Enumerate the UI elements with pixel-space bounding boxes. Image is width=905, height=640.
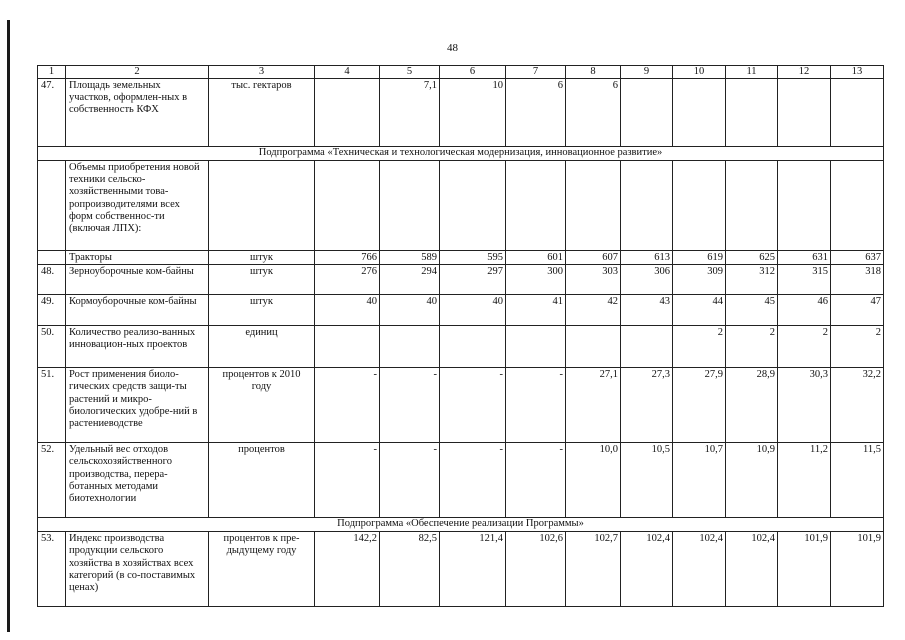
empty-cell bbox=[566, 161, 621, 251]
unit-cell: штук bbox=[209, 265, 315, 295]
value-cell: 11,2 bbox=[778, 443, 831, 518]
table-row bbox=[38, 443, 884, 518]
table-row bbox=[38, 161, 884, 251]
column-header-3: 3 bbox=[209, 66, 315, 79]
value-cell: 300 bbox=[506, 265, 566, 295]
value-cell: - bbox=[506, 368, 566, 443]
value-cell bbox=[831, 79, 884, 147]
column-header-6: 6 bbox=[440, 66, 506, 79]
value-cell: 607 bbox=[566, 251, 621, 265]
value-cell: 6 bbox=[506, 79, 566, 147]
indicator-name: Зерноуборочные ком-байны bbox=[66, 265, 209, 295]
table-row bbox=[38, 265, 884, 295]
row-number: 49. bbox=[38, 295, 66, 326]
subprogram-title: Подпрограмма «Техническая и технологическая модернизация, инновационное развитие» bbox=[38, 147, 884, 161]
value-cell: - bbox=[506, 443, 566, 518]
value-cell: - bbox=[440, 368, 506, 443]
value-cell: 10,5 bbox=[621, 443, 673, 518]
value-cell: - bbox=[440, 443, 506, 518]
value-cell: 10,9 bbox=[726, 443, 778, 518]
indicator-name: Удельный вес отходов сельскохозяйственного производства, перера-ботанных методами биотехнологии bbox=[66, 443, 209, 518]
value-cell: - bbox=[315, 368, 380, 443]
empty-cell bbox=[726, 161, 778, 251]
value-cell: 28,9 bbox=[726, 368, 778, 443]
value-cell: 276 bbox=[315, 265, 380, 295]
indicator-name: Объемы приобретения новой техники сельско-хозяйственными това-ропроизводителями всех форм собственнос-ти (включая ЛПХ): bbox=[66, 161, 209, 251]
column-header-11: 11 bbox=[726, 66, 778, 79]
value-cell bbox=[566, 326, 621, 368]
value-cell: 7,1 bbox=[380, 79, 440, 147]
unit-cell: единиц bbox=[209, 326, 315, 368]
value-cell: 82,5 bbox=[380, 532, 440, 607]
value-cell: 102,7 bbox=[566, 532, 621, 607]
indicator-name: Рост применения биоло-гических средств защи-ты растений и микро-биологических удобре-ний в растениеводстве bbox=[66, 368, 209, 443]
value-cell bbox=[673, 79, 726, 147]
value-cell: 312 bbox=[726, 265, 778, 295]
empty-cell bbox=[209, 161, 315, 251]
indicators-table bbox=[37, 65, 884, 607]
column-header-1: 1 bbox=[38, 66, 66, 79]
unit-cell: процентов к пре-дыдущему году bbox=[209, 532, 315, 607]
value-cell: 101,9 bbox=[831, 532, 884, 607]
value-cell bbox=[380, 326, 440, 368]
value-cell: 43 bbox=[621, 295, 673, 326]
value-cell: 27,1 bbox=[566, 368, 621, 443]
indicator-name: Кормоуборочные ком-байны bbox=[66, 295, 209, 326]
value-cell: 306 bbox=[621, 265, 673, 295]
value-cell: 46 bbox=[778, 295, 831, 326]
value-cell: 44 bbox=[673, 295, 726, 326]
column-header-9: 9 bbox=[621, 66, 673, 79]
value-cell: 303 bbox=[566, 265, 621, 295]
empty-cell bbox=[673, 161, 726, 251]
column-header-13: 13 bbox=[831, 66, 884, 79]
value-cell: 637 bbox=[831, 251, 884, 265]
value-cell: 40 bbox=[380, 295, 440, 326]
row-number: 47. bbox=[38, 79, 66, 147]
table-row bbox=[38, 79, 884, 147]
value-cell: 2 bbox=[778, 326, 831, 368]
value-cell: 47 bbox=[831, 295, 884, 326]
unit-cell: процентов к 2010 году bbox=[209, 368, 315, 443]
table-row bbox=[38, 251, 884, 265]
unit-cell: тыс. гектаров bbox=[209, 79, 315, 147]
value-cell: 625 bbox=[726, 251, 778, 265]
table-row bbox=[38, 368, 884, 443]
value-cell: 294 bbox=[380, 265, 440, 295]
value-cell: 613 bbox=[621, 251, 673, 265]
value-cell: 589 bbox=[380, 251, 440, 265]
empty-cell bbox=[778, 161, 831, 251]
value-cell bbox=[726, 79, 778, 147]
value-cell: 297 bbox=[440, 265, 506, 295]
value-cell: 10,7 bbox=[673, 443, 726, 518]
value-cell: - bbox=[315, 443, 380, 518]
value-cell: 601 bbox=[506, 251, 566, 265]
value-cell bbox=[315, 79, 380, 147]
subprogram-row bbox=[38, 518, 884, 532]
value-cell: 102,4 bbox=[673, 532, 726, 607]
value-cell: 631 bbox=[778, 251, 831, 265]
value-cell bbox=[778, 79, 831, 147]
empty-cell bbox=[440, 161, 506, 251]
row-number: 50. bbox=[38, 326, 66, 368]
subprogram-row bbox=[38, 147, 884, 161]
empty-cell bbox=[380, 161, 440, 251]
value-cell: 41 bbox=[506, 295, 566, 326]
value-cell: 309 bbox=[673, 265, 726, 295]
value-cell: 315 bbox=[778, 265, 831, 295]
value-cell: 101,9 bbox=[778, 532, 831, 607]
value-cell: 40 bbox=[440, 295, 506, 326]
value-cell: 27,9 bbox=[673, 368, 726, 443]
column-header-2: 2 bbox=[66, 66, 209, 79]
unit-cell: штук bbox=[209, 251, 315, 265]
table-row bbox=[38, 326, 884, 368]
value-cell: 30,3 bbox=[778, 368, 831, 443]
indicator-name: Тракторы bbox=[66, 251, 209, 265]
value-cell bbox=[506, 326, 566, 368]
value-cell: 102,4 bbox=[621, 532, 673, 607]
column-header-4: 4 bbox=[315, 66, 380, 79]
unit-cell: процентов bbox=[209, 443, 315, 518]
column-header-12: 12 bbox=[778, 66, 831, 79]
value-cell: 6 bbox=[566, 79, 621, 147]
value-cell: - bbox=[380, 443, 440, 518]
value-cell: 11,5 bbox=[831, 443, 884, 518]
value-cell: 2 bbox=[726, 326, 778, 368]
value-cell: 766 bbox=[315, 251, 380, 265]
row-number: 48. bbox=[38, 265, 66, 295]
value-cell: 2 bbox=[673, 326, 726, 368]
column-header-5: 5 bbox=[380, 66, 440, 79]
value-cell: 619 bbox=[673, 251, 726, 265]
value-cell: 10 bbox=[440, 79, 506, 147]
value-cell: 102,6 bbox=[506, 532, 566, 607]
value-cell: 10,0 bbox=[566, 443, 621, 518]
value-cell bbox=[315, 326, 380, 368]
value-cell: 2 bbox=[831, 326, 884, 368]
column-header-7: 7 bbox=[506, 66, 566, 79]
indicator-name: Количество реализо-ванных инновацион-ных проектов bbox=[66, 326, 209, 368]
value-cell bbox=[440, 326, 506, 368]
value-cell bbox=[621, 79, 673, 147]
value-cell: 45 bbox=[726, 295, 778, 326]
row-number: 52. bbox=[38, 443, 66, 518]
subprogram-title: Подпрограмма «Обеспечение реализации Программы» bbox=[38, 518, 884, 532]
value-cell: - bbox=[380, 368, 440, 443]
value-cell bbox=[621, 326, 673, 368]
value-cell: 142,2 bbox=[315, 532, 380, 607]
unit-cell: штук bbox=[209, 295, 315, 326]
value-cell: 318 bbox=[831, 265, 884, 295]
column-header-8: 8 bbox=[566, 66, 621, 79]
value-cell: 27,3 bbox=[621, 368, 673, 443]
value-cell: 32,2 bbox=[831, 368, 884, 443]
row-number: 53. bbox=[38, 532, 66, 607]
indicator-name: Индекс производства продукции сельского хозяйства в хозяйствах всех категорий (в со-поставимых ценах) bbox=[66, 532, 209, 607]
page-number: 48 bbox=[447, 42, 458, 54]
column-header-10: 10 bbox=[673, 66, 726, 79]
row-number: 51. bbox=[38, 368, 66, 443]
table-row bbox=[38, 532, 884, 607]
empty-cell bbox=[621, 161, 673, 251]
row-number bbox=[38, 161, 66, 251]
value-cell: 595 bbox=[440, 251, 506, 265]
empty-cell bbox=[315, 161, 380, 251]
row-number bbox=[38, 251, 66, 265]
empty-cell bbox=[506, 161, 566, 251]
column-number-row bbox=[38, 66, 884, 79]
empty-cell bbox=[831, 161, 884, 251]
value-cell: 40 bbox=[315, 295, 380, 326]
table-row bbox=[38, 295, 884, 326]
indicator-name: Площадь земельных участков, оформлен-ных в собственность КФХ bbox=[66, 79, 209, 147]
scan-edge-line bbox=[7, 20, 10, 632]
value-cell: 42 bbox=[566, 295, 621, 326]
value-cell: 121,4 bbox=[440, 532, 506, 607]
value-cell: 102,4 bbox=[726, 532, 778, 607]
